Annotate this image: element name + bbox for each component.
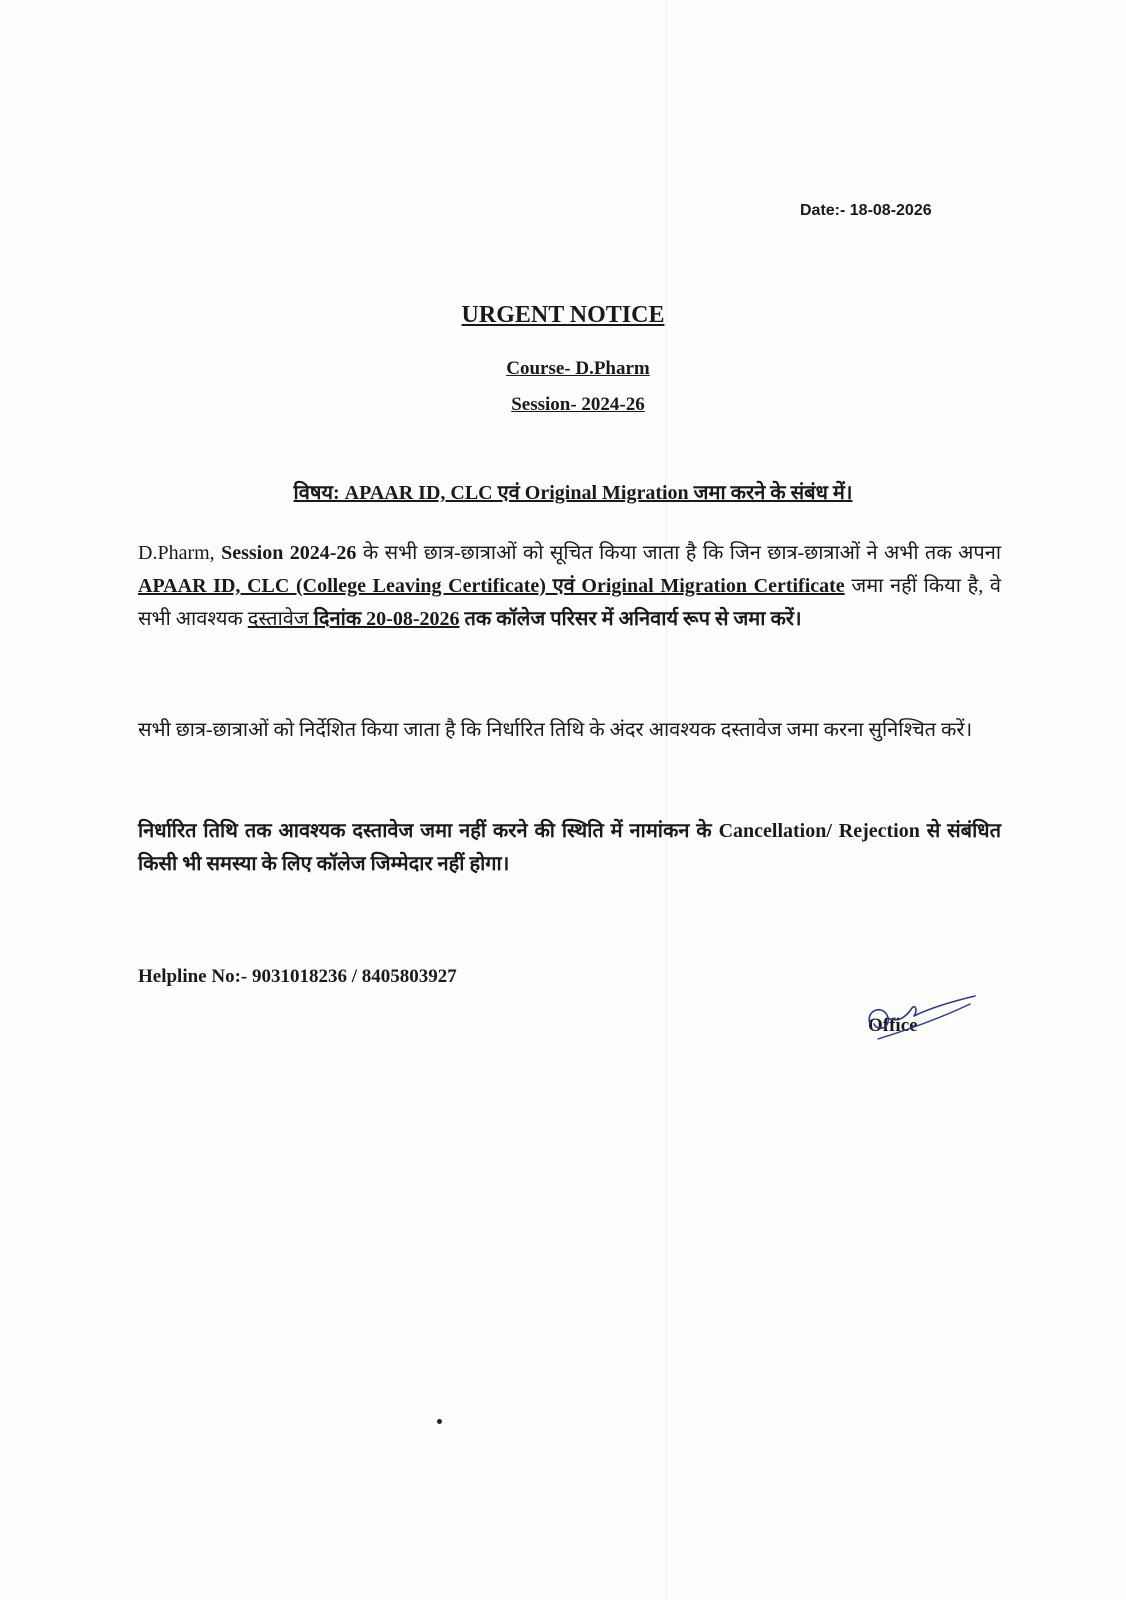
paragraph-warning: निर्धारित तिथि तक आवश्यक दस्तावेज जमा नहीं करने की स्थिति में नामांकन के Cancellation/ Rejection से संबंधित किसी भी समस्या के लिए कॉलेज जिम्मेदार नहीं होगा। — [138, 820, 1001, 875]
p1-intro: के सभी छात्र-छात्राओं को सूचित किया जाता है कि जिन छात्र-छात्राओं ने अभी तक अपना — [356, 542, 1002, 564]
subject-line — [10, 478, 1126, 505]
paragraph-main — [138, 537, 1001, 636]
subject-text: विषय: APAAR ID, CLC एवं Original Migration जमा करने के संबंध में। — [293, 482, 853, 504]
session-line: Session- 2024-26 — [511, 394, 645, 415]
p1-documents: APAAR ID, CLC (College Leaving Certificate) एवं Original Migration Certificate — [138, 575, 845, 597]
p1-deadline: दिनांक 20-08-2026 — [313, 608, 460, 630]
p1-course: D.Pharm, — [138, 542, 222, 564]
paper-fold-line — [665, 0, 667, 1600]
course-line: Course- D.Pharm — [506, 358, 650, 379]
p1-session: Session 2024-26 — [221, 542, 357, 564]
p1-end: तक कॉलेज परिसर में अनिवार्य रूप से जमा करें। — [459, 608, 802, 630]
helpline-numbers: Helpline No:- 9031018236 / 8405803927 — [138, 966, 457, 987]
notice-date: Date:- 18-08-2026 — [800, 202, 932, 219]
p1-middle: जमा नहीं किया है, वे सभी आवश्यक — [138, 575, 1001, 630]
signature-scribble — [860, 994, 980, 1054]
p1-dastavej: दस्तावेज — [247, 608, 314, 630]
paper-speck — [437, 1419, 442, 1424]
notice-title: URGENT NOTICE — [461, 302, 665, 328]
paragraph-instruction: सभी छात्र-छात्राओं को निर्देशित किया जाता है कि निर्धारित तिथि के अंदर आवश्यक दस्तावेज जमा करना सुनिश्चित करें। — [138, 719, 973, 741]
signatory-label: Office — [868, 1015, 918, 1036]
